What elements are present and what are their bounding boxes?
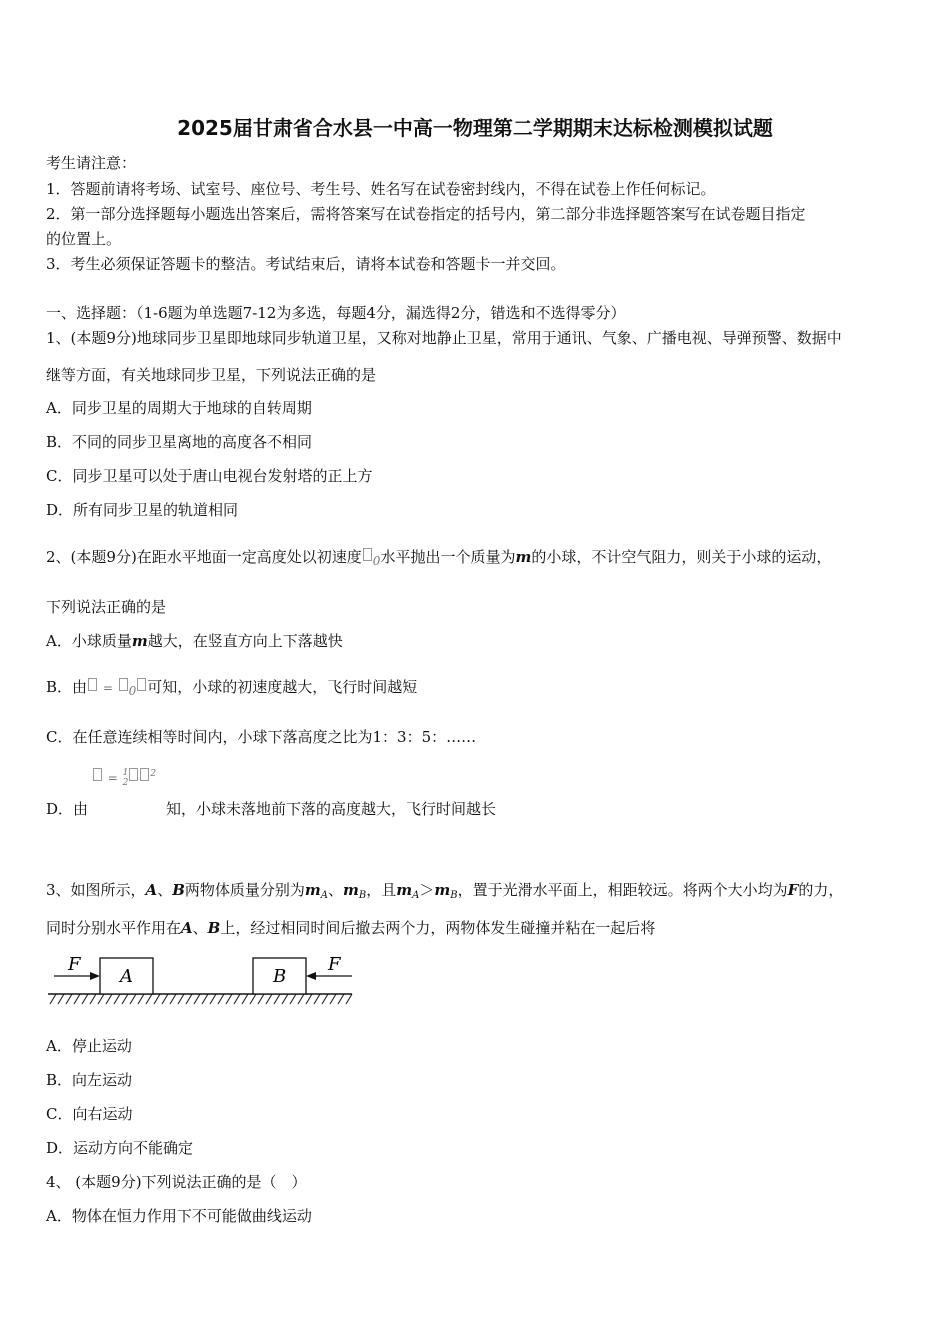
- hatch-mark: [202, 994, 208, 1004]
- q3-option-c: C．向右运动: [46, 1105, 133, 1123]
- arrowhead-right: [306, 972, 316, 980]
- hatch-mark: [170, 994, 176, 1004]
- hatch-mark: [130, 994, 136, 1004]
- notice-item: 的位置上。: [46, 230, 122, 248]
- hatch-mark: [138, 994, 144, 1004]
- hatch-mark: [154, 994, 160, 1004]
- q1-option-c: C．同步卫星可以处于唐山电视台发射塔的正上方: [46, 467, 373, 485]
- hatch-mark: [210, 994, 216, 1004]
- q2-option-a: A．小球质量m越大，在竖直方向上下落越快: [46, 632, 343, 650]
- hatch-mark: [178, 994, 184, 1004]
- q2-option-b: B．由 = $_0$ 可知，小球的初速度越大，飞行时间越短: [46, 678, 418, 698]
- q3-figure: [46, 948, 356, 1012]
- q1-option-a: A．同步卫星的周期大于地球的自转周期: [46, 399, 312, 417]
- notice-item: 2．第一部分选择题每小题选出答案后，需将答案写在试卷指定的括号内，第二部分非选择题答案写在试卷题目指定: [46, 205, 806, 223]
- q2-option-d-formula: = 1 $2^2$: [92, 768, 156, 788]
- hatch-mark: [242, 994, 248, 1004]
- hatch-mark: [114, 994, 120, 1004]
- hatch-mark: [266, 994, 272, 1004]
- q1-option-d: D．所有同步卫星的轨道相同: [46, 501, 239, 519]
- q3-option-d: D．运动方向不能确定: [46, 1139, 194, 1157]
- q3-stem: 3、如图所示，A、B两物体质量分别为$m_A$、$m_B$，且$m_A>m_B$，置于光滑水平面上，相距较远。将两个大小均为F的力，: [46, 881, 844, 901]
- hatch-mark: [330, 994, 336, 1004]
- hatch-mark: [194, 994, 200, 1004]
- q3-option-b: B．向左运动: [46, 1071, 133, 1089]
- q3-stem-cont: 同时分别水平作用在A、B上，经过相同时间后撤去两个力，两物体发生碰撞并粘在一起后将: [46, 919, 656, 937]
- hatch-mark: [226, 994, 232, 1004]
- hatch-mark: [122, 994, 128, 1004]
- q2-option-d: D．由 知，小球未落地前下落的高度越大，飞行时间越长: [46, 800, 497, 818]
- q4-stem: 4、 (本题9分)下列说法正确的是（ ）: [46, 1173, 307, 1191]
- notice-item: 3．考生必须保证答题卡的整洁。考试结束后，请将本试卷和答题卡一并交回。: [46, 255, 566, 273]
- q3-option-a: A．停止运动: [46, 1037, 132, 1055]
- hatch-mark: [66, 994, 72, 1004]
- hatch-mark: [314, 994, 320, 1004]
- hatch-mark: [298, 994, 304, 1004]
- hatch-mark: [98, 994, 104, 1004]
- q2-stem: 2、(本题9分)在距水平地面一定高度处以初速度 $_0$水平抛出一个质量为m的小球，不计空气阻力，则关于小球的运动，: [46, 548, 832, 568]
- q4-option-a: A．物体在恒力作用下不可能做曲线运动: [46, 1207, 312, 1225]
- notice-heading: 考生请注意：: [46, 154, 137, 172]
- hatch-mark: [290, 994, 296, 1004]
- q1-stem: 1、(本题9分)地球同步卫星即地球同步轨道卫星，又称对地静止卫星，常用于通讯、气象、广播电视、导弹预警、数据中: [46, 329, 842, 347]
- hatch-mark: [306, 994, 312, 1004]
- notice-item: 1．答题前请将考场、试室号、座位号、考生号、姓名写在试卷密封线内，不得在试卷上作任何标记。: [46, 180, 716, 198]
- force-label-right: F: [328, 954, 341, 975]
- hatch-mark: [274, 994, 280, 1004]
- hatch-mark: [58, 994, 64, 1004]
- hatch-mark: [186, 994, 192, 1004]
- hatch-mark: [218, 994, 224, 1004]
- v0-symbol: [363, 548, 372, 561]
- hatch-mark: [250, 994, 256, 1004]
- q1-option-b: B．不同的同步卫星离地的高度各不相同: [46, 433, 313, 451]
- block-b-label: B: [273, 966, 287, 987]
- hatch-mark: [106, 994, 112, 1004]
- q1-stem-cont: 继等方面，有关地球同步卫星，下列说法正确的是: [46, 366, 377, 384]
- hatch-mark: [258, 994, 264, 1004]
- hatch-mark: [50, 994, 56, 1004]
- section-heading: 一、选择题：（1-6题为单选题7-12为多选，每题4分，漏选得2分，错选和不选得零分）: [46, 304, 626, 322]
- arrowhead-left: [90, 972, 100, 980]
- hatch-mark: [82, 994, 88, 1004]
- hatch-mark: [322, 994, 328, 1004]
- force-label-left: F: [68, 954, 81, 975]
- hatch-mark: [338, 994, 344, 1004]
- hatch-mark: [162, 994, 168, 1004]
- q2-option-c: C．在任意连续相等时间内，小球下落高度之比为1：3：5：……: [46, 728, 477, 746]
- hatch-mark: [282, 994, 288, 1004]
- hatch-mark: [74, 994, 80, 1004]
- hatch-mark: [346, 994, 352, 1004]
- hatch-mark: [234, 994, 240, 1004]
- page-title: 2025届甘肃省合水县一中高一物理第二学期期末达标检测模拟试题: [177, 116, 773, 140]
- hatch-mark: [90, 994, 96, 1004]
- block-a-label: A: [120, 966, 133, 987]
- ground-hatch: [50, 994, 352, 1004]
- hatch-mark: [146, 994, 152, 1004]
- q2-stem-cont: 下列说法正确的是: [46, 598, 167, 616]
